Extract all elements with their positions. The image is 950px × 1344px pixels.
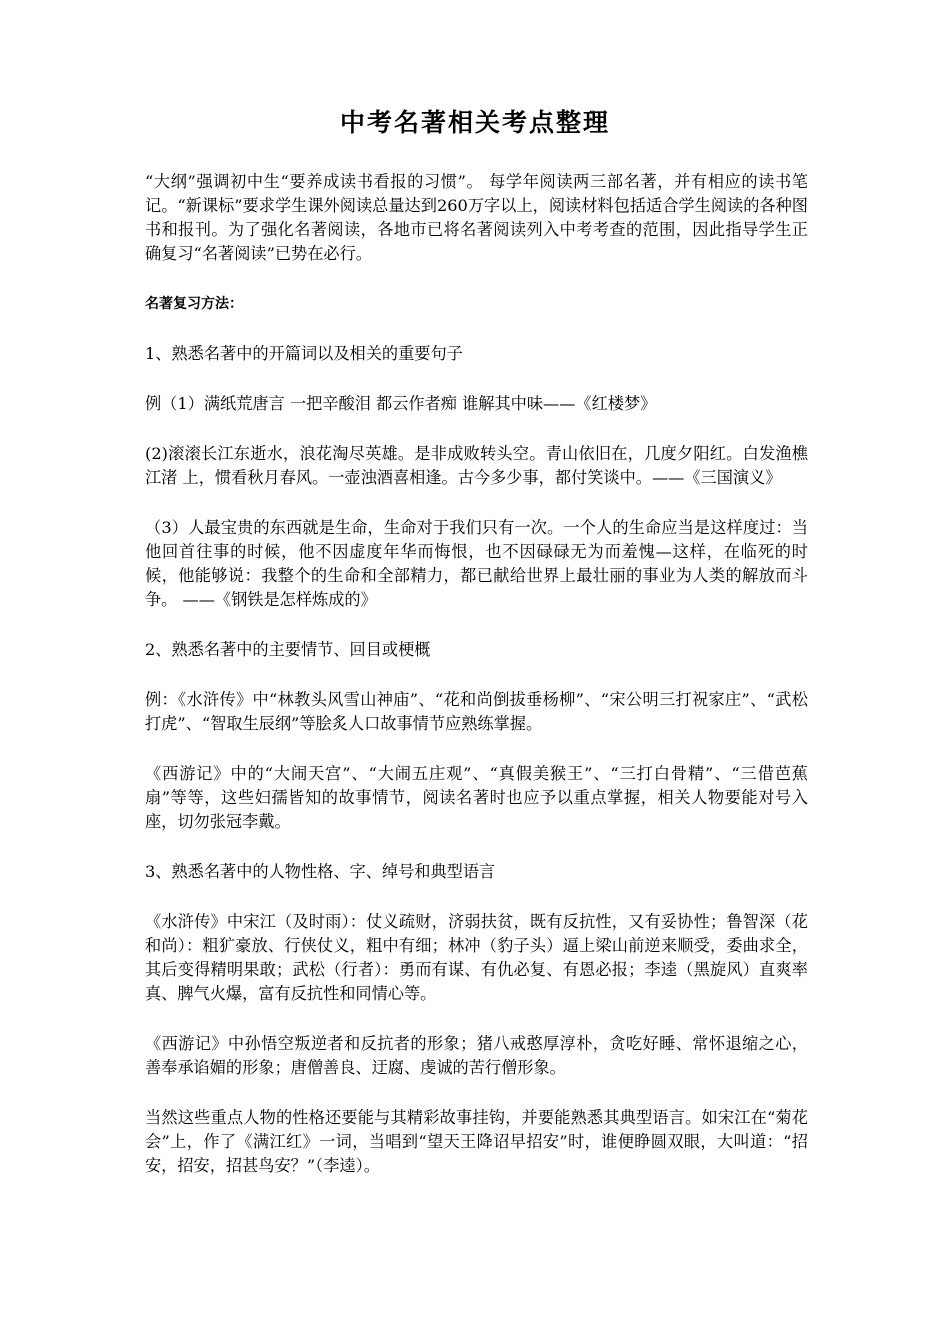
section-3-heading: 3、熟悉名著中的人物性格、字、绰号和典型语言 [145,862,496,881]
example-2-paragraph: (2)滚滚长江东逝水，浪花淘尽英雄。是非成败转头空。青山依旧在，几度夕阳红。白发渔樵江渚 上，惯看秋月春风。一壶浊酒喜相逢。古今多少事，都付笑谈中。——《三国演义》 [145,444,808,487]
example-3-paragraph: （3）人最宝贵的东西就是生命，生命对于我们只有一次。一个人的生命应当是这样度过：当他回首往事的时候，他不因虚度年华而悔恨，也不因碌碌无为而羞愧—这样，在临死的时候，他能够说：我整个的生命和全部精力，都已献给世界上最壮丽的事业为人类的解放而斗争。 ——《钢铁是怎样炼成的》 [145,518,808,609]
xiyou-plot-paragraph: 《西游记》中的“大闹天宫”、“大闹五庄观”、“真假美猴王”、“三打白骨精”、“三借芭蕉扇”等等，这些妇孺皆知的故事情节，阅读名著时也应予以重点掌握，相关人物要能对号入座，切勿张冠李戴。 [145,764,808,831]
document-body [145,170,808,1204]
shuihu-plot-paragraph: 例：《水浒传》中“林教头风雪山神庙”、“花和尚倒拔垂杨柳”、“宋公明三打祝家庄”、“武松打虎”、“智取生辰纲”等脍炙人口故事情节应熟练掌握。 [145,690,808,733]
method-heading: 名著复习方法： [145,296,243,312]
section-2-heading: 2、熟悉名著中的主要情节、回目或梗概 [145,640,431,659]
section-1-heading: 1、熟悉名著中的开篇词以及相关的重要句子 [145,344,463,363]
document-title: 中考名著相关考点整理 [339,108,610,137]
typical-language-paragraph: 当然这些重点人物的性格还要能与其精彩故事挂钩，并要能熟悉其典型语言。如宋江在“菊花会”上，作了《满江红》一词，当唱到“望天王降诏早招安”时，谁便睁圆双眼，大叫道：“招安，招安，招甚鸟安？”（李逵）。 [145,1108,808,1175]
example-1-paragraph: 例（1）满纸荒唐言 一把辛酸泪 都云作者痴 谁解其中味——《红楼梦》 [145,394,657,413]
shuihu-character-paragraph: 《水浒传》中宋江（及时雨）：仗义疏财，济弱扶贫，既有反抗性，又有妥协性；鲁智深（花和尚）：粗犷豪放、行侠仗义，粗中有细；林冲（豹子头）逼上梁山前逆来顺受，委曲求全，其后变得精明果敢；武松（行者）：勇而有谋、有仇必复、有恩必报；李逵（黑旋风）直爽率真、脾气火爆，富有反抗性和同情心等。 [145,912,808,1003]
xiyou-character-paragraph: 《西游记》中孙悟空叛逆者和反抗者的形象；猪八戒憨厚淳朴，贪吃好睡、常怀退缩之心，善奉承谄媚的形象；唐僧善良、迂腐、虔诚的苦行僧形象。 [145,1034,808,1077]
intro-paragraph: “大纲”强调初中生“要养成读书看报的习惯”。 每学年阅读两三部名著，并有相应的读书笔记。“新课标”要求学生课外阅读总量达到260万字以上，阅读材料包括适合学生阅读的各种图书和报刊。为了强化名著阅读，各地市已将名著阅读列入中考考查的范围，因此指导学生正确复习“名著阅读”已势在必行。 [145,172,808,263]
